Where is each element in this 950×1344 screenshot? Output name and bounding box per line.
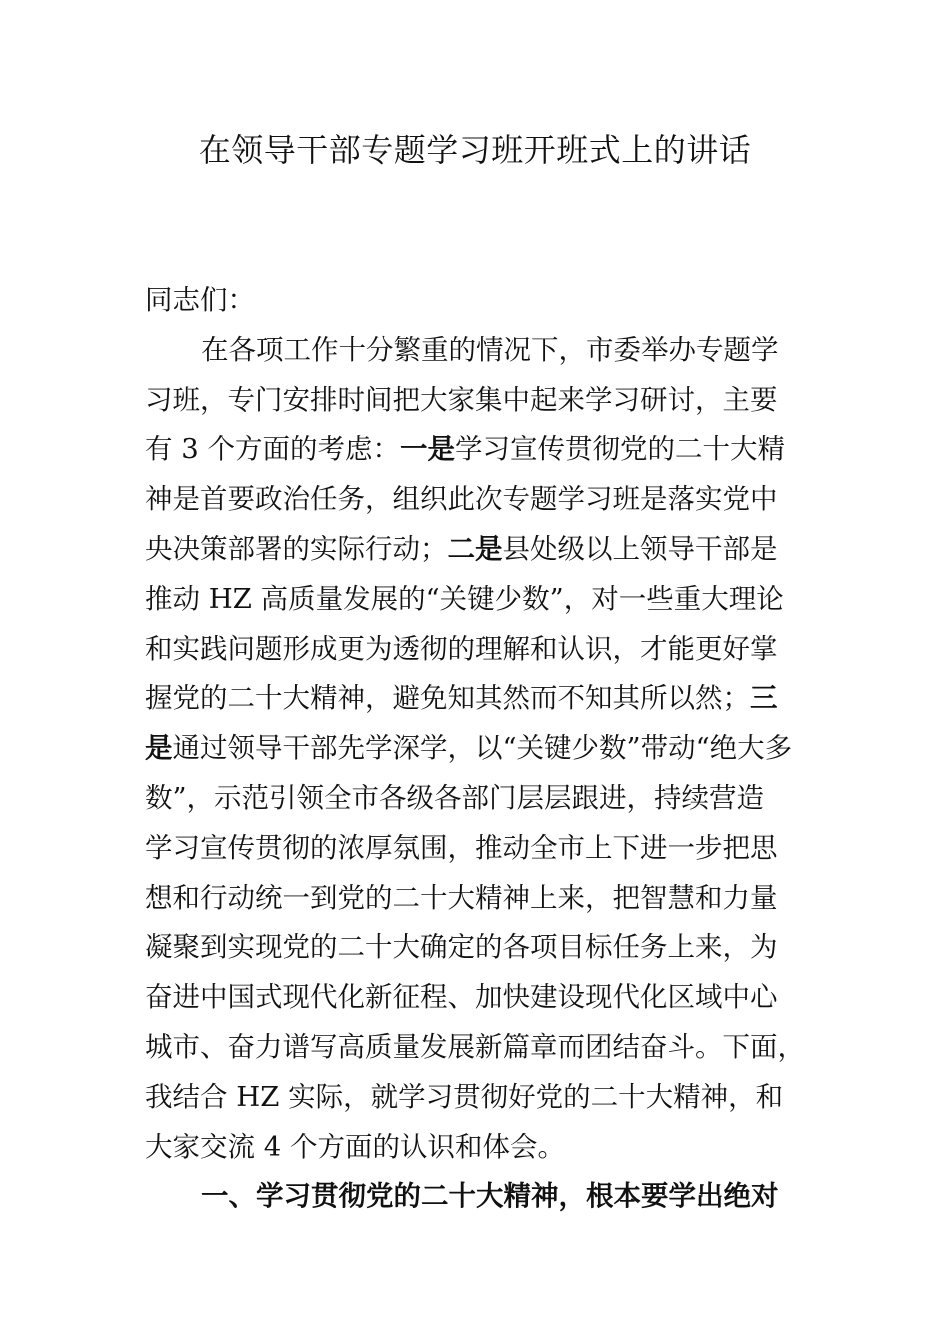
text-segment: 数”，示范引领全市各级各部门层层跟进，持续营造 [145, 781, 765, 814]
paragraph-line [145, 376, 835, 426]
text-segment: 学习宣传贯彻党的二十大精 [454, 433, 785, 466]
text-segment: 有 3 个方面的考虑： [145, 433, 400, 466]
document-title: 在领导干部专题学习班开班式上的讲话 [198, 131, 752, 169]
paragraph-line [145, 724, 835, 774]
paragraph-line [145, 1123, 835, 1173]
paragraph-line [145, 874, 835, 924]
text-segment: 神是首要政治任务，组织此次专题学习班是落实党中 [145, 483, 778, 516]
paragraph-line [145, 824, 835, 874]
text-segment: 通过领导干部先学深学，以“关键少数”带动“绝大多 [172, 732, 793, 765]
paragraph-line [145, 475, 835, 525]
text-segment: 我结合 HZ 实际，就学习贯彻好党的二十大精神，和 [145, 1080, 784, 1113]
text-segment: 县处级以上领导干部是 [502, 532, 778, 565]
paragraph-line [145, 1073, 835, 1123]
paragraph-1 [145, 326, 835, 1173]
bold-text-segment: 三 [750, 682, 778, 715]
bold-text-segment: 一是 [399, 433, 455, 466]
paragraph-line [145, 625, 835, 675]
text-segment: 凝聚到实现党的二十大确定的各项目标任务上来，为 [145, 931, 778, 964]
bold-text-segment: 二是 [447, 532, 503, 565]
paragraph-line [145, 973, 835, 1023]
text-segment: 学习宣传贯彻的浓厚氛围，推动全市上下进一步把思 [145, 831, 778, 864]
paragraph-line [145, 674, 835, 724]
paragraph-line [145, 1023, 835, 1073]
paragraph-line [145, 774, 835, 824]
paragraph-line [145, 923, 835, 973]
text-segment: 习班，专门安排时间把大家集中起来学习研讨，主要 [145, 383, 778, 416]
document-body [145, 276, 835, 1222]
text-segment: 推动 HZ 高质量发展的“关键少数”，对一些重大理论 [145, 582, 784, 615]
text-segment: 奋进中国式现代化新征程、加快建设现代化区域中心 [145, 981, 778, 1014]
paragraph-line [145, 326, 835, 376]
text-segment: 和实践问题形成更为透彻的理解和认识，才能更好掌 [145, 632, 778, 665]
bold-text-segment: 是 [145, 732, 173, 765]
text-segment: 央决策部署的实际行动； [145, 532, 448, 565]
paragraph-line [145, 575, 835, 625]
text-segment: 大家交流 4 个方面的认识和体会。 [145, 1130, 565, 1163]
text-segment: 想和行动统一到党的二十大精神上来，把智慧和力量 [145, 881, 778, 914]
text-segment: 握党的二十大精神，避免知其然而不知其所以然； [145, 682, 750, 715]
section-heading-1: 一、学习贯彻党的二十大精神，根本要学出绝对 [201, 1180, 779, 1213]
paragraph-line [145, 425, 835, 475]
salutation: 同志们： [145, 284, 255, 316]
text-segment: 在各项工作十分繁重的情况下，市委举办专题学 [201, 333, 779, 366]
paragraph-line [145, 525, 835, 575]
text-segment: 城市、奋力谱写高质量发展新篇章而团结奋斗。下面， [145, 1030, 805, 1063]
